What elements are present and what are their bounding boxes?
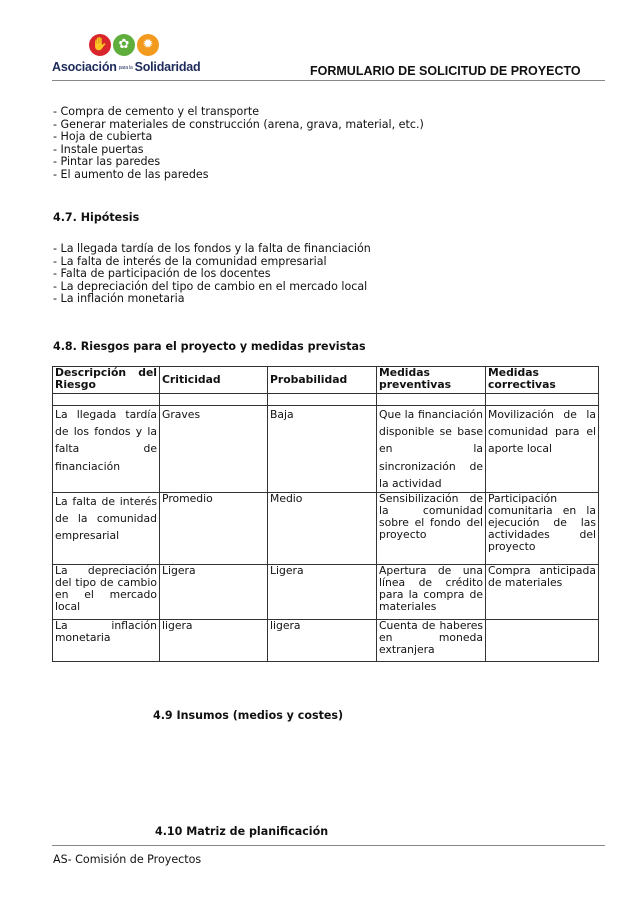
list-item: - Compra de cemento y el transporte <box>53 105 260 118</box>
document-title: FORMULARIO DE SOLICITUD DE PROYECTO <box>310 64 581 78</box>
table-cell: Ligera <box>268 565 377 620</box>
table-cell <box>486 620 599 662</box>
list-item: - Instale puertas <box>53 142 144 156</box>
list-item: - Generar materiales de construcción (arena, grava, material, etc.) <box>53 117 424 131</box>
table-row <box>53 493 599 565</box>
footer-text: AS- Comisión de Proyectos <box>53 853 202 866</box>
table-cell: Ligera <box>160 565 268 620</box>
table-spacer-row <box>53 394 599 406</box>
column-header: Criticidad <box>160 367 268 394</box>
list-item: - Pintar las paredes <box>53 155 161 169</box>
logo-symbols <box>89 34 159 58</box>
table-cell: Graves <box>160 406 268 493</box>
column-header: Medidas correctivas <box>486 367 599 394</box>
table-cell: Cuenta de haberes en moneda extranjera <box>377 620 486 662</box>
list-item: - La falta de interés de la comunidad empresarial <box>53 254 327 268</box>
table-cell: Compra anticipada de materiales <box>486 565 599 620</box>
column-header: Descripción del Riesgo <box>53 367 160 394</box>
activities-list <box>53 106 424 182</box>
section-heading-insumos: 4.9 Insumos (medios y costes) <box>153 709 344 722</box>
hand-icon: ✋ <box>89 34 111 56</box>
table-cell: Sensibilización de la comunidad sobre el fondo del proyecto <box>377 493 486 565</box>
logo-wordmark: Asociación para la Solidaridad <box>52 60 201 74</box>
table-cell: La llegada tardía de los fondos y la falta de financiación <box>53 406 160 493</box>
sun-icon: ✹ <box>137 34 159 56</box>
table-cell: Que la financiación disponible se base en la sincronización de la actividad <box>377 406 486 493</box>
table-cell: Movilización de la comunidad para el aporte local <box>486 406 599 493</box>
table-cell: Participación comunitaria en la ejecución de las actividades del proyecto <box>486 493 599 565</box>
header-divider <box>52 80 605 81</box>
table-cell: La depreciación del tipo de cambio en el mercado local <box>53 565 160 620</box>
flower-icon: ✿ <box>113 34 135 56</box>
table-row <box>53 406 599 493</box>
table-cell: Apertura de una línea de crédito para la compra de materiales <box>377 565 486 620</box>
section-heading-riesgos: 4.8. Riesgos para el proyecto y medidas previstas <box>53 340 366 353</box>
section-heading-matriz: 4.10 Matriz de planificación <box>155 825 329 838</box>
table-cell: La inflación monetaria <box>53 620 160 662</box>
list-item: - Falta de participación de los docentes <box>53 267 271 281</box>
table-row <box>53 565 599 620</box>
hypotheses-list <box>53 243 371 306</box>
organization-logo <box>44 34 224 78</box>
table-cell: Medio <box>268 493 377 565</box>
list-item: - La llegada tardía de los fondos y la falta de financiación <box>53 242 371 255</box>
risk-table <box>52 366 599 662</box>
table-cell: ligera <box>268 620 377 662</box>
list-item: - Hoja de cubierta <box>53 130 153 144</box>
table-cell: La falta de interés de la comunidad empresarial <box>53 493 160 565</box>
table-cell: Baja <box>268 406 377 493</box>
table-cell: Promedio <box>160 493 268 565</box>
table-cell: ligera <box>160 620 268 662</box>
list-item: - La inflación monetaria <box>53 292 185 306</box>
section-heading-hipotesis: 4.7. Hipótesis <box>53 211 140 224</box>
list-item: - El aumento de las paredes <box>53 167 209 181</box>
list-item: - La depreciación del tipo de cambio en el mercado local <box>53 279 368 293</box>
table-row <box>53 620 599 662</box>
footer-divider <box>52 845 605 846</box>
column-header: Medidas preventivas <box>377 367 486 394</box>
table-header-row <box>53 367 599 394</box>
column-header: Probabilidad <box>268 367 377 394</box>
